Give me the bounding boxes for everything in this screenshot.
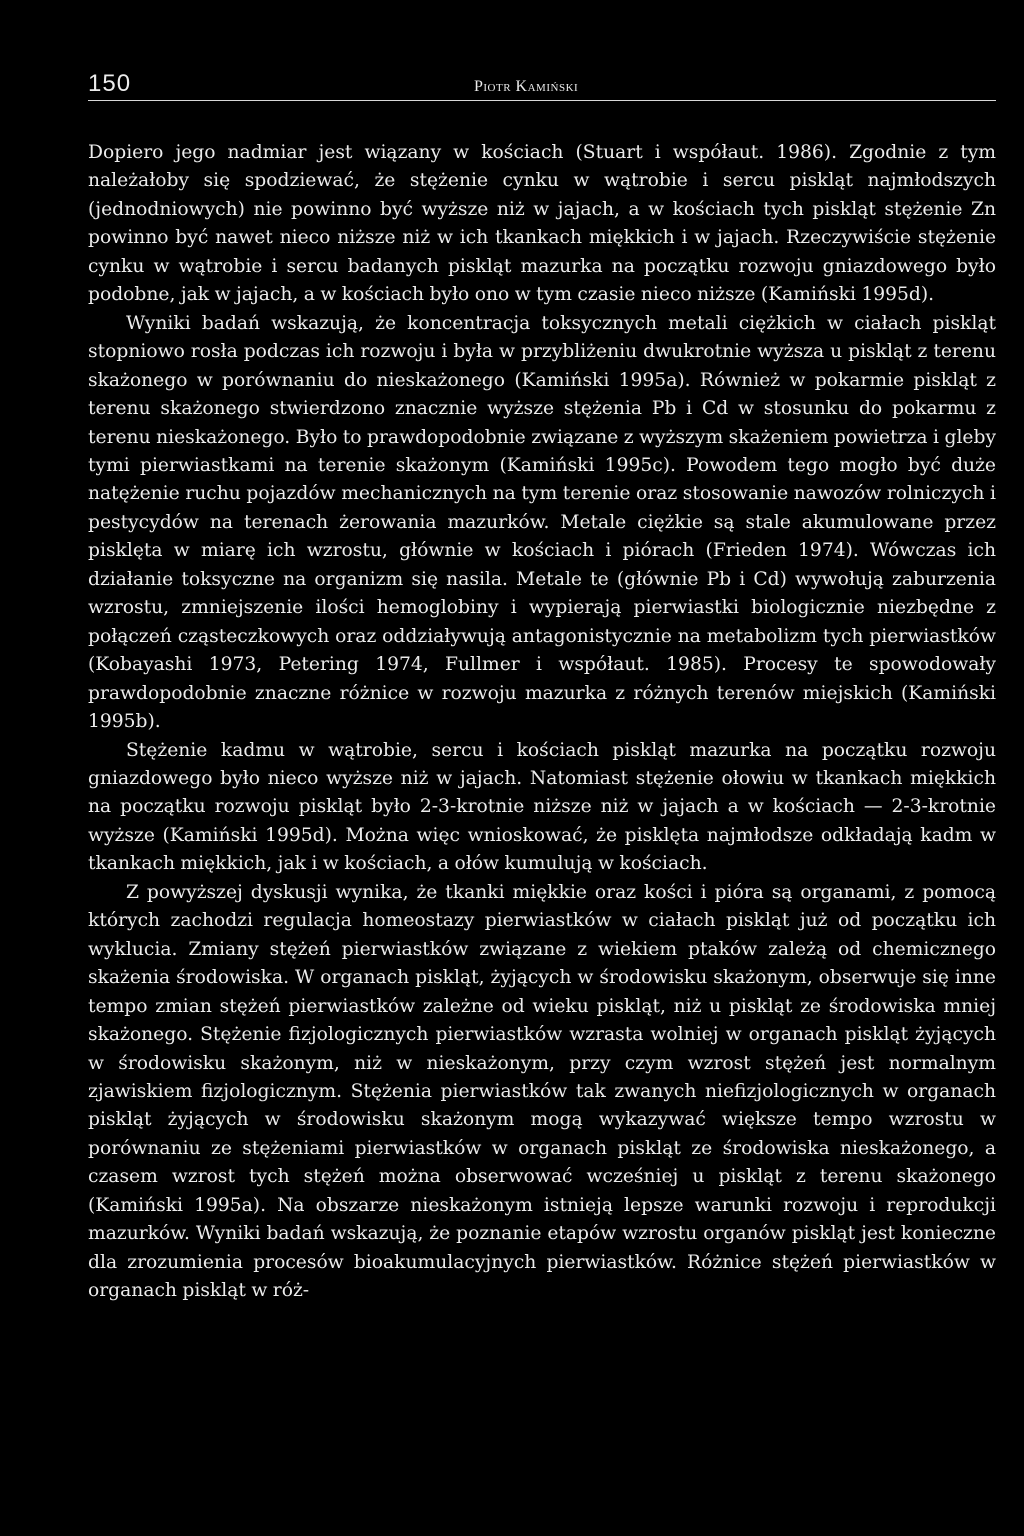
body-text xyxy=(88,139,996,1306)
paragraph-1: Dopiero jego nadmiar jest wiązany w kościach (Stuart i współaut. 1986). Zgodnie z tym należałoby się spodziewać, że stężenie cynku w wątrobie i sercu piskląt najmłodszych (jednodniowych) nie powinno być wyższe niż w jajach, a w kościach tych piskląt stężenie Zn powinno być nawet nieco niższe niż w ich tkankach miękkich i w jajach. Rzeczywiście stężenie cynku w wątrobie i sercu badanych piskląt mazurka na początku rozwoju gniazdowego było podobne, jak w jajach, a w kościach było ono w tym czasie nieco niższe (Kamiński 1995d). xyxy=(88,142,996,306)
page-header xyxy=(88,70,996,100)
page-content xyxy=(88,70,996,1306)
page-number: 150 xyxy=(88,70,132,97)
paragraph-4: Z powyższej dyskusji wynika, że tkanki miękkie oraz kości i pióra są organami, z pomocą których zachodzi regulacja homeostazy pierwiastków w ciałach piskląt już od początku ich wyklucia. Zmiany stężeń pierwiastków związane z wiekiem ptaków zależą od chemicznego skażenia środowiska. W organach piskląt, żyjących w środowisku skażonym, obserwuje się inne tempo zmian stężeń pierwiastków zależne od wieku piskląt, niż u piskląt ze środowiska mniej skażonego. Stężenie fizjologicznych pierwiastków wzrasta wolniej w organach piskląt żyjących w środowisku skażonym, niż w nieskażonym, przy czym wzrost stężeń jest normalnym zjawiskiem fizjologicznym. Stężenia pierwiastków tak zwanych niefizjologicznych w organach piskląt żyjących w środowisku skażonym mogą wykazywać większe tempo wzrostu w porównaniu ze stężeniami pierwiastków w organach piskląt ze środowiska nieskażonego, a czasem wzrost tych stężeń można obserwować wcześniej u piskląt z terenu skażonego (Kamiński 1995a). Na obszarze nieskażonym istnieją lepsze warunki rozwoju i reprodukcji mazurków. Wyniki badań wskazują, że poznanie etapów wzrostu organów piskląt jest konieczne dla zrozumienia procesów bioakumulacyjnych pierwiastków. Różnice stężeń pierwiastków w organach piskląt w róż- xyxy=(88,881,996,1302)
header-rule xyxy=(88,100,996,101)
paragraph-3: Stężenie kadmu w wątrobie, sercu i kościach piskląt mazurka na początku rozwoju gniazdowego było nieco wyższe niż w jajach. Natomiast stężenie ołowiu w tkankach miękkich na początku rozwoju piskląt było 2-3-krotnie niższe niż w jajach a w kościach — 2-3-krotnie wyższe (Kamiński 1995d). Można więc wnioskować, że pisklęta najmłodsze odkładają kadm w tkankach miękkich, jak i w kościach, a ołów kumulują w kościach. xyxy=(88,739,996,875)
paragraph-2: Wyniki badań wskazują, że koncentracja toksycznych metali ciężkich w ciałach piskląt stopniowo rosła podczas ich rozwoju i była w przybliżeniu dwukrotnie wyższa u piskląt z terenu skażonego w porównaniu do nieskażonego (Kamiński 1995a). Również w pokarmie piskląt z terenu skażonego stwierdzono znacznie wyższe stężenia Pb i Cd w stosunku do pokarmu z terenu nieskażonego. Było to prawdopodobnie związane z wyższym skażeniem powietrza i gleby tymi pierwiastkami na terenie skażonym (Kamiński 1995c). Powodem tego mogło być duże natężenie ruchu pojazdów mechanicznych na tym terenie oraz stosowanie nawozów rolniczych i pestycydów na terenach żerowania mazurków. Metale ciężkie są stale akumulowane przez pisklęta w miarę ich wzrostu, głównie w kościach i piórach (Frieden 1974). Wówczas ich działanie toksyczne na organizm się nasila. Metale te (głównie Pb i Cd) wywołują zaburzenia wzrostu, zmniejszenie ilości hemoglobiny i wypierają pierwiastki biologicznie niezbędne z połączeń cząsteczkowych oraz oddziaływują antagonistycznie na metabolizm tych pierwiastków (Kobayashi 1973, Petering 1974, Fullmer i współaut. 1985). Procesy te spowodowały prawdopodobnie znaczne różnice w rozwoju mazurka z różnych terenów miejskich (Kamiński 1995b). xyxy=(88,312,996,733)
running-head: Piotr Kamiński xyxy=(474,78,579,95)
